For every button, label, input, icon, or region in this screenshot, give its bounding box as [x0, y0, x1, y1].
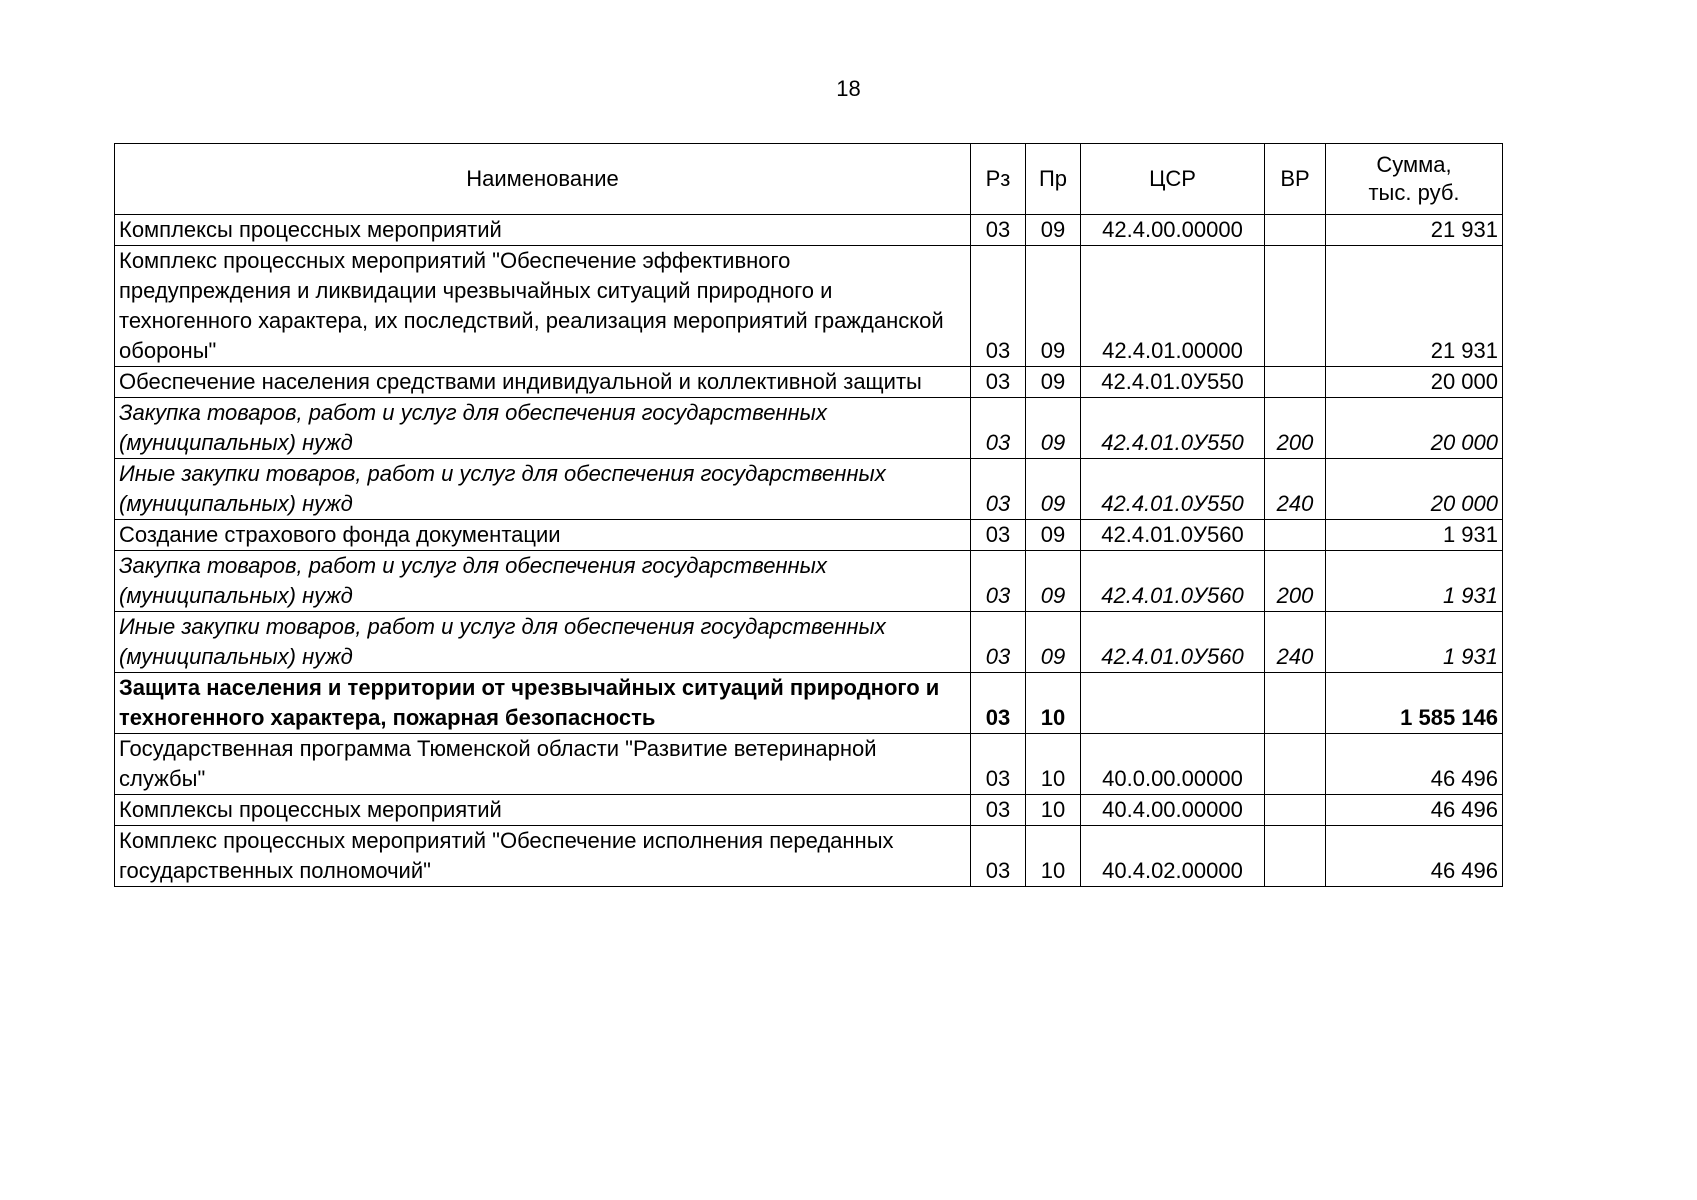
table-row: [115, 612, 1503, 673]
row-name: Иные закупки товаров, работ и услуг для обеспечения государственных (муниципальных) нужд: [115, 612, 971, 673]
row-pr: 09: [1026, 215, 1081, 246]
table-row: [115, 795, 1503, 826]
row-vr: [1265, 795, 1326, 826]
row-rz: 03: [971, 795, 1026, 826]
row-name: Комплексы процессных мероприятий: [115, 795, 971, 826]
column-header-sum: [1326, 144, 1503, 215]
row-name: Государственная программа Тюменской области "Развитие ветеринарной службы": [115, 734, 971, 795]
column-header-name: Наименование: [115, 144, 971, 215]
row-vr: 240: [1265, 612, 1326, 673]
column-header-vr: ВР: [1265, 144, 1326, 215]
row-name: Закупка товаров, работ и услуг для обеспечения государственных (муниципальных) нужд: [115, 398, 971, 459]
row-vr: [1265, 367, 1326, 398]
row-name: Защита населения и территории от чрезвычайных ситуаций природного и техногенного характера, пожарная безопасность: [115, 673, 971, 734]
row-rz: 03: [971, 551, 1026, 612]
table-row: [115, 673, 1503, 734]
row-pr: 09: [1026, 520, 1081, 551]
row-rz: 03: [971, 398, 1026, 459]
row-pr: 09: [1026, 367, 1081, 398]
row-rz: 03: [971, 367, 1026, 398]
row-pr: 09: [1026, 246, 1081, 367]
row-csr: 42.4.01.0У560: [1081, 551, 1265, 612]
row-pr: 10: [1026, 826, 1081, 887]
row-rz: 03: [971, 673, 1026, 734]
row-pr: 09: [1026, 398, 1081, 459]
row-sum: 21 931: [1326, 246, 1503, 367]
row-pr: 09: [1026, 612, 1081, 673]
row-sum: 46 496: [1326, 826, 1503, 887]
row-name: Создание страхового фонда документации: [115, 520, 971, 551]
row-csr: 40.4.00.00000: [1081, 795, 1265, 826]
row-sum: 1 931: [1326, 520, 1503, 551]
row-sum: 1 931: [1326, 551, 1503, 612]
row-pr: 10: [1026, 795, 1081, 826]
row-vr: [1265, 734, 1326, 795]
row-sum: 20 000: [1326, 459, 1503, 520]
row-vr: [1265, 520, 1326, 551]
table-row: [115, 246, 1503, 367]
row-csr: [1081, 673, 1265, 734]
row-csr: 42.4.01.00000: [1081, 246, 1265, 367]
table-row: [115, 826, 1503, 887]
row-rz: 03: [971, 246, 1026, 367]
table-row: [115, 367, 1503, 398]
row-name: Обеспечение населения средствами индивидуальной и коллективной защиты: [115, 367, 971, 398]
table-row: [115, 398, 1503, 459]
row-vr: [1265, 246, 1326, 367]
row-vr: 200: [1265, 551, 1326, 612]
column-header-pr: Пр: [1026, 144, 1081, 215]
row-name: Комплекс процессных мероприятий "Обеспечение исполнения переданных государственных полномочий": [115, 826, 971, 887]
row-pr: 09: [1026, 459, 1081, 520]
row-rz: 03: [971, 826, 1026, 887]
row-csr: 42.4.01.0У550: [1081, 398, 1265, 459]
table-row: [115, 551, 1503, 612]
page-number: 18: [836, 76, 861, 101]
column-header-sum-line2: тыс. руб.: [1368, 180, 1460, 205]
budget-table: [114, 143, 1503, 887]
row-csr: 42.4.01.0У550: [1081, 367, 1265, 398]
row-vr: 240: [1265, 459, 1326, 520]
row-rz: 03: [971, 459, 1026, 520]
row-name: Комплекс процессных мероприятий "Обеспечение эффективного предупреждения и ликвидации чрезвычайных ситуаций природного и техногенного характера, их последствий, реализация мероприятий гражданской обороны": [115, 246, 971, 367]
table-row: [115, 215, 1503, 246]
row-rz: 03: [971, 734, 1026, 795]
row-sum: 1 931: [1326, 612, 1503, 673]
row-sum: 20 000: [1326, 367, 1503, 398]
table-row: [115, 734, 1503, 795]
row-name: Закупка товаров, работ и услуг для обеспечения государственных (муниципальных) нужд: [115, 551, 971, 612]
column-header-rz: Рз: [971, 144, 1026, 215]
row-sum: 21 931: [1326, 215, 1503, 246]
row-vr: [1265, 215, 1326, 246]
row-vr: 200: [1265, 398, 1326, 459]
column-header-sum-line1: Сумма,: [1376, 152, 1452, 177]
row-name: Комплексы процессных мероприятий: [115, 215, 971, 246]
row-vr: [1265, 826, 1326, 887]
table-row: [115, 520, 1503, 551]
row-csr: 42.4.01.0У550: [1081, 459, 1265, 520]
row-csr: 42.4.01.0У560: [1081, 612, 1265, 673]
row-pr: 09: [1026, 551, 1081, 612]
table-header-row: [115, 144, 1503, 215]
row-csr: 42.4.01.0У560: [1081, 520, 1265, 551]
row-rz: 03: [971, 215, 1026, 246]
row-sum: 46 496: [1326, 734, 1503, 795]
table-row: [115, 459, 1503, 520]
row-pr: 10: [1026, 734, 1081, 795]
row-pr: 10: [1026, 673, 1081, 734]
row-csr: 40.4.02.00000: [1081, 826, 1265, 887]
row-sum: 46 496: [1326, 795, 1503, 826]
row-sum: 1 585 146: [1326, 673, 1503, 734]
row-rz: 03: [971, 612, 1026, 673]
row-rz: 03: [971, 520, 1026, 551]
column-header-csr: ЦСР: [1081, 144, 1265, 215]
row-vr: [1265, 673, 1326, 734]
row-csr: 40.0.00.00000: [1081, 734, 1265, 795]
row-name: Иные закупки товаров, работ и услуг для обеспечения государственных (муниципальных) нужд: [115, 459, 971, 520]
row-sum: 20 000: [1326, 398, 1503, 459]
row-csr: 42.4.00.00000: [1081, 215, 1265, 246]
